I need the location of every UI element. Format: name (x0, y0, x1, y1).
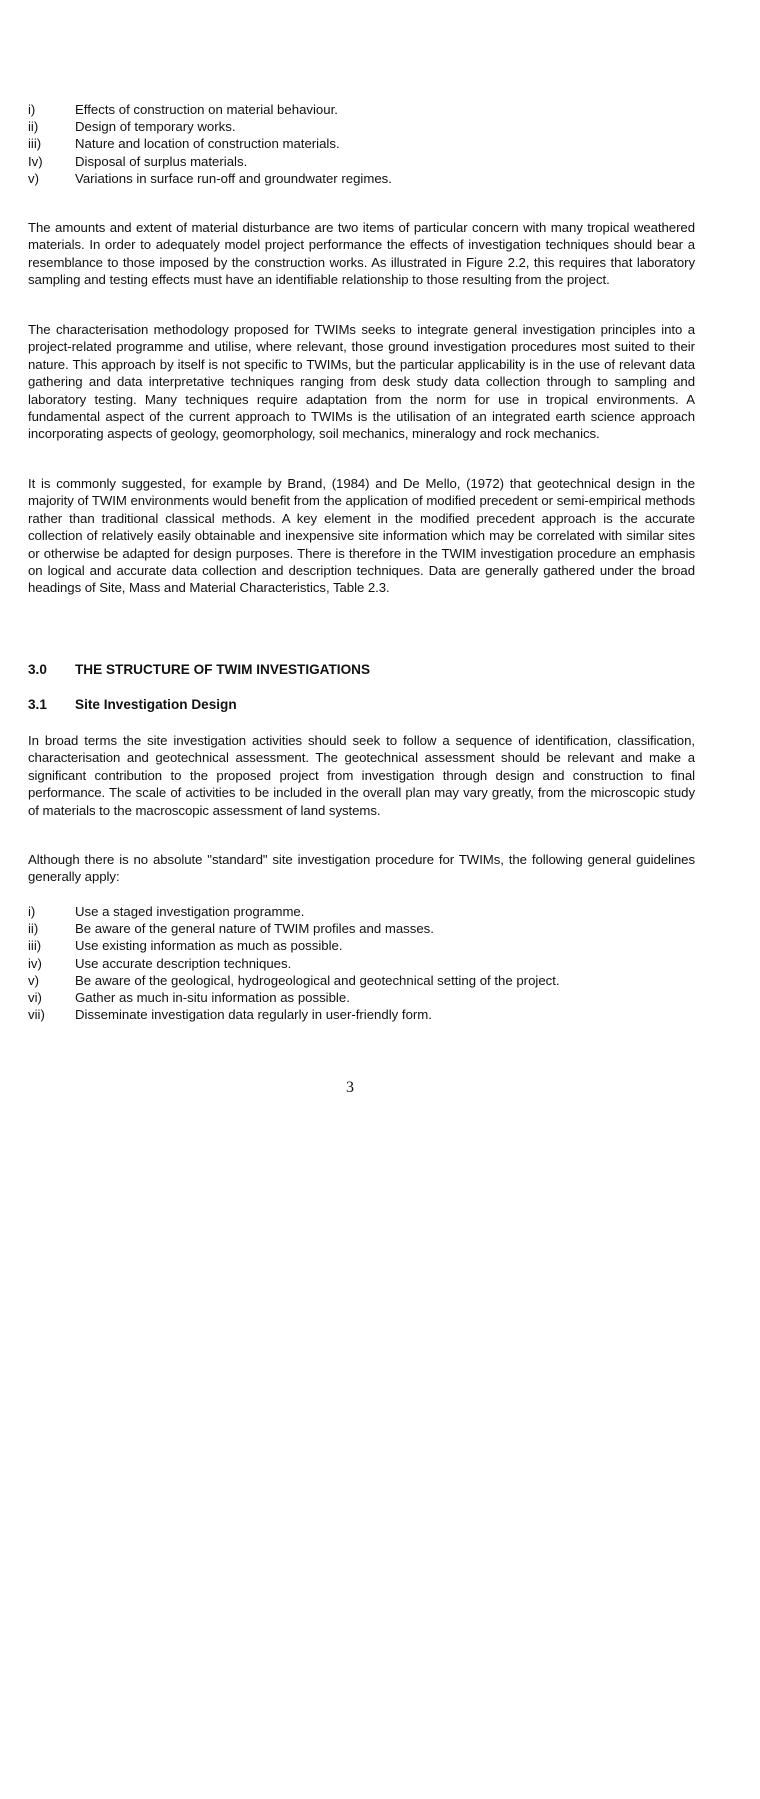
list-item-text: Design of temporary works. (75, 119, 236, 135)
list-item-number: iii) (28, 136, 42, 152)
investigation-guidelines-list (28, 903, 688, 1023)
list-item (28, 937, 688, 954)
list-item-text: Disseminate investigation data regularly in user-friendly form. (75, 1007, 432, 1023)
list-item (28, 170, 688, 187)
list-item-number: Iv) (28, 153, 43, 169)
section-number: 3.1 (28, 697, 47, 712)
list-item (28, 118, 688, 135)
list-item-text: Nature and location of construction materials. (75, 136, 340, 152)
list-item (28, 920, 688, 937)
list-item (28, 135, 688, 152)
list-item-number: i) (28, 102, 36, 117)
list-item-number: ii) (28, 921, 39, 937)
list-item (28, 101, 688, 118)
paragraph-material-disturbance: The amounts and extent of material disturbance are two items of particular concern with many tropical weathered materials. In order to adequately model project performance the effects of investigation techniques should bear a resemblance to those imposed by the construction works. As illustrated in Figure 2.2, this requires that laboratory sampling and testing effects must have an identifiable relationship to those resulting from the project. (28, 220, 695, 288)
list-item-text: Variations in surface run-off and groundwater regimes. (75, 170, 392, 186)
section-heading-3-0 (28, 662, 370, 677)
paragraph-characterisation-methodology: The characterisation methodology proposed for TWIMs seeks to integrate general investigation principles into a project-related programme and utilise, where relevant, those ground investigation procedures most suited to their nature. This approach by itself is not specific to TWIMs, but the particular applicability is in the use of relevant data gathering and data interpretative techniques ranging from desk study data collection through to sampling and laboratory testing. Many techniques require adaptation from the norm for use in tropical environments. A fundamental aspect of the current approach to TWIMs is the utilisation of an integrated earth science approach incorporating aspects of geology, geomorphology, soil mechanics, mineralogy and rock mechanics. (28, 322, 695, 442)
paragraph-site-investigation-activities: In broad terms the site investigation activities should seek to follow a sequence of identification, classification, characterisation and geotechnical assessment. The geotechnical assessment should be relevant and make a significant contribution to the proposed project from investigation through design and construction to final performance. The scale of activities to be included in the overall plan may vary greatly, from the microscopic study of materials to the macroscopic assessment of land systems. (28, 733, 695, 818)
list-item-text: Use existing information as much as possible. (75, 938, 343, 954)
section-heading-3-1 (28, 697, 237, 712)
list-item-number: iv) (28, 955, 42, 971)
list-item (28, 972, 688, 989)
list-item-text: Effects of construction on material behaviour. (75, 102, 338, 117)
list-item-number: v) (28, 170, 39, 186)
construction-effects-list (28, 101, 688, 187)
list-item-number: vii) (28, 1007, 45, 1023)
list-item-text: Use accurate description techniques. (75, 955, 292, 971)
paragraph-guidelines-intro: Although there is no absolute "standard" site investigation procedure for TWIMs, the following general guidelines generally apply: (28, 852, 695, 885)
list-item (28, 989, 688, 1006)
list-item-text: Be aware of the geological, hydrogeological and geotechnical setting of the project. (75, 972, 560, 988)
list-item (28, 1006, 688, 1023)
list-item (28, 903, 688, 920)
list-item-text: Be aware of the general nature of TWIM profiles and masses. (75, 921, 434, 937)
list-item-number: iii) (28, 938, 42, 954)
list-item (28, 955, 688, 972)
list-item-text: Use a staged investigation programme. (75, 904, 305, 919)
page-number: 3 (346, 1079, 354, 1096)
list-item-number: i) (28, 904, 36, 919)
list-item-number: v) (28, 972, 39, 988)
section-title: THE STRUCTURE OF TWIM INVESTIGATIONS (75, 662, 371, 677)
section-number: 3.0 (28, 662, 47, 677)
list-item-number: ii) (28, 119, 39, 135)
paragraph-modified-precedent: It is commonly suggested, for example by Brand, (1984) and De Mello, (1972) that geotechnical design in the majority of TWIM environments would benefit from the application of modified precedent or semi-empirical methods rather than traditional classical methods. A key element in the modified precedent approach is the accurate collection of relatively easily obtainable and inexpensive site information which may be correlated with similar sites or otherwise be adapted for design purposes. There is therefore in the TWIM investigation procedure an emphasis on logical and accurate data collection and description techniques. Data are generally gathered under the broad headings of Site, Mass and Material Characteristics, Table 2.3. (28, 476, 695, 596)
list-item-text: Gather as much in-situ information as possible. (75, 990, 350, 1006)
list-item-number: vi) (28, 990, 42, 1006)
section-title: Site Investigation Design (75, 697, 237, 712)
list-item-text: Disposal of surplus materials. (75, 153, 248, 169)
list-item (28, 153, 688, 170)
